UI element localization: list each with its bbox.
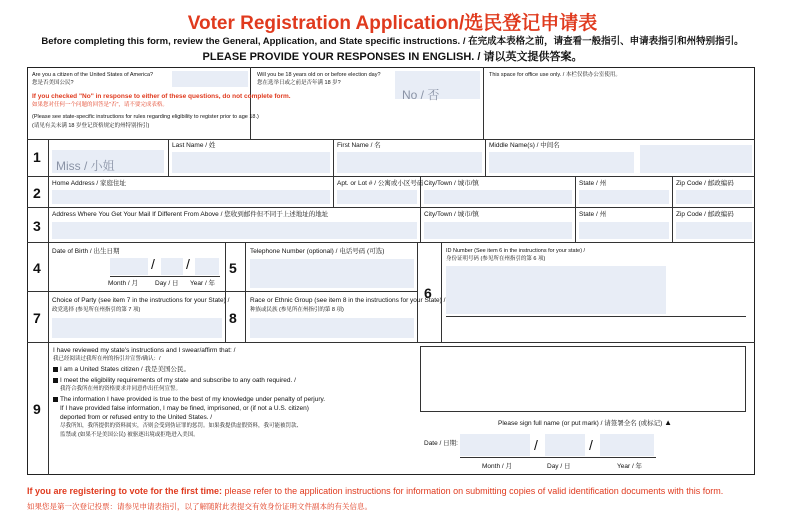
city-label: City/Town / 城市/镇 xyxy=(424,211,479,218)
dob-day-input[interactable] xyxy=(161,258,183,275)
id-number-label-cn: 身份证明号码 (参见所在州指引的第 6 项) xyxy=(446,256,546,262)
col-divider xyxy=(672,176,673,242)
dob-month-label: Month / 月 xyxy=(108,280,138,287)
bullet-icon xyxy=(53,378,58,383)
col-divider xyxy=(225,242,226,342)
party-label-cn: 政党选择 (参见所在州指引的第 7 项) xyxy=(52,307,141,313)
sign-year-label: Year / 年 xyxy=(617,463,643,470)
oath-bullet-truth-cont2: deported from or refused entry to the United States. / xyxy=(60,414,213,421)
col-divider xyxy=(168,139,169,176)
apt-label: Apt. or Lot # / 公寓或小区号码 xyxy=(337,180,424,187)
eligibility-note-cn: (请见有关未满 18 岁登记资格规定的州特别指引) xyxy=(32,123,150,129)
mail-address-input[interactable] xyxy=(52,222,417,239)
oath-bullet-truth-cn2: 监禁或 (如果不是美国公民) 被驱逐出境或拒绝进入美国。 xyxy=(60,432,199,438)
row-divider xyxy=(27,291,417,292)
instructions-line: Before completing this form, review the General, Application, and State specific instructions. / 在完成本表格之前，请查看一般指引、申请表指引和州特别指引。 xyxy=(41,36,744,47)
zip-input[interactable] xyxy=(676,190,752,204)
col-divider xyxy=(333,139,334,176)
oath-bullet-truth-cont: If I have provided false information, I may be fined, imprisoned, or (if not a U.S. citizen) xyxy=(60,405,309,412)
city-input[interactable] xyxy=(424,222,572,239)
eligibility-warning: If you checked "No" in response to either of these questions, do not complete form. xyxy=(32,93,291,100)
middle-name-input[interactable] xyxy=(489,152,634,173)
sign-month-label: Month / 月 xyxy=(482,463,512,470)
first-name-label: First Name / 名 xyxy=(337,142,381,149)
col-divider xyxy=(245,242,246,342)
oath-bullet-citizen: I am a United States citizen / 我是美国公民。 xyxy=(53,366,190,374)
up-arrow-icon: ▲ xyxy=(664,418,673,427)
zip-label: Zip Code / 邮政编码 xyxy=(676,211,734,218)
form-title: Voter Registration Application/选民登记申请表 xyxy=(187,13,598,34)
title-value: Miss / 小姐 xyxy=(56,159,115,173)
row-number: 9 xyxy=(33,401,41,417)
row-number: 3 xyxy=(33,218,41,234)
office-use-label: This space for office use only. / 本栏仅供办公室使用。 xyxy=(489,72,621,78)
date-separator: / xyxy=(589,437,593,453)
id-number-label: ID Number (See item 6 in the instructions for your state) / xyxy=(446,248,586,254)
col-divider xyxy=(483,67,484,139)
state-input[interactable] xyxy=(579,222,669,239)
sign-year-input[interactable] xyxy=(600,434,654,456)
col-divider xyxy=(485,139,486,176)
citizen-question: Are you a citizen of the United States of America? xyxy=(32,72,154,78)
sign-day-input[interactable] xyxy=(545,434,585,456)
phone-input[interactable] xyxy=(250,259,414,288)
oath-intro: I have reviewed my state's instructions and I swear/affirm that: / xyxy=(53,347,236,354)
home-address-label: Home Address / 家庭住址 xyxy=(52,180,127,187)
phone-label: Telephone Number (optional) / 电话号码 (可选) xyxy=(250,248,385,255)
first-time-notice: If you are registering to vote for the first time: please refer to the application instructions for information on submitting copies of valid identification documents with this form. xyxy=(27,486,724,496)
zip-label: Zip Code / 邮政编码 xyxy=(676,180,734,187)
sign-date-underline xyxy=(460,457,656,458)
dob-label: Date of Birth / 出生日期 xyxy=(52,248,120,255)
date-separator: / xyxy=(186,256,190,272)
sign-month-input[interactable] xyxy=(460,434,530,456)
party-input[interactable] xyxy=(52,318,222,338)
bullet-icon xyxy=(53,367,58,372)
row-divider xyxy=(27,139,755,140)
dob-year-input[interactable] xyxy=(195,258,219,275)
race-input[interactable] xyxy=(250,318,414,338)
num-col-divider xyxy=(48,139,49,475)
oath-bullet-truth: The information I have provided is true to the best of my knowledge under penalty of perjury. xyxy=(53,396,325,404)
apt-input[interactable] xyxy=(337,190,417,204)
home-address-input[interactable] xyxy=(52,190,330,204)
race-label-cn: 种族或民族 (参见所在州指引的第 8 项) xyxy=(250,307,344,313)
col-divider xyxy=(333,176,334,207)
bullet-icon xyxy=(53,397,58,402)
oath-bullet-truth-cn: 尽我所知，我所提供的资料属实，否则会受到伪证罪的惩罚。如果我提供虚假资料，我可能被罚款、 xyxy=(60,423,303,429)
mail-address-label: Address Where You Get Your Mail If Different From Above / 您收到邮件但不同于上述地址的地址 xyxy=(52,211,329,218)
id-number-underline xyxy=(446,316,746,317)
first-time-notice-cn: 如果您是第一次登记投票：请参见申请表指引，以了解随附此表提交有效身份证明文件副本的有关信息。 xyxy=(27,502,372,511)
first-name-input[interactable] xyxy=(337,152,482,173)
city-input[interactable] xyxy=(424,190,572,204)
signature-box[interactable] xyxy=(420,346,746,412)
dob-day-label: Day / 日 xyxy=(155,280,179,287)
sign-date-label: Date / 日期: xyxy=(424,440,458,447)
age-question-cn: 您在选举日或之前是否年满 18 岁? xyxy=(257,80,341,86)
last-name-label: Last Name / 姓 xyxy=(172,142,216,149)
row-number: 5 xyxy=(229,260,237,276)
id-number-input[interactable] xyxy=(446,266,666,314)
row-number: 6 xyxy=(424,285,432,301)
race-label: Race or Ethnic Group (see item 8 in the instructions for your State) / xyxy=(250,297,446,304)
zip-input[interactable] xyxy=(676,222,752,239)
row-divider xyxy=(27,207,755,208)
english-line: PLEASE PROVIDE YOUR RESPONSES IN ENGLISH. / 请以英文提供答案。 xyxy=(202,51,583,63)
party-label: Choice of Party (see item 7 in the instructions for your State) / xyxy=(52,297,230,304)
suffix-input[interactable] xyxy=(640,145,752,173)
col-divider xyxy=(441,242,442,342)
eligibility-warning-cn: 如果您对任何一个问题的回答是"否"，请不要完成表格。 xyxy=(32,102,168,108)
state-label: State / 州 xyxy=(579,211,607,218)
sign-day-label: Day / 日 xyxy=(547,463,571,470)
state-input[interactable] xyxy=(579,190,669,204)
date-separator: / xyxy=(151,256,155,272)
row-number: 2 xyxy=(33,185,41,201)
row-divider xyxy=(27,342,755,343)
oath-bullet-eligibility-cn: 我符合我所在州的资格要求并同意作出任何宣誓。 xyxy=(60,386,182,392)
dob-underline xyxy=(110,276,220,277)
col-divider xyxy=(250,67,251,139)
dob-year-label: Year / 年 xyxy=(190,280,216,287)
row-number: 4 xyxy=(33,260,41,276)
col-divider xyxy=(417,242,418,342)
row-divider xyxy=(27,176,755,177)
middle-name-label: Middle Name(s) / 中间名 xyxy=(489,142,560,149)
oath-intro-cn: 我已经阅读过我所在州的指引并宣誓/确认：/ xyxy=(53,356,161,362)
age-question: Will you be 18 years old on or before election day? xyxy=(257,72,381,78)
age-answer-value: No / 否 xyxy=(402,88,440,102)
citizen-answer-field[interactable] xyxy=(172,71,248,87)
state-label: State / 州 xyxy=(579,180,607,187)
last-name-input[interactable] xyxy=(172,152,330,173)
eligibility-note: (Please see state-specific instructions for rules regarding eligibility to register prior to age 18.) xyxy=(32,114,259,120)
signature-label: Please sign full name (or put mark) / 请签署全名 (或标记) ▲ xyxy=(498,418,673,427)
city-label: City/Town / 城市/镇 xyxy=(424,180,479,187)
dob-month-input[interactable] xyxy=(110,258,148,275)
col-divider xyxy=(575,176,576,242)
row-number: 1 xyxy=(33,149,41,165)
row-divider xyxy=(27,242,755,243)
oath-bullet-eligibility: I meet the eligibility requirements of my state and subscribe to any oath required. / xyxy=(53,377,296,385)
citizen-question-cn: 您是否美国公民? xyxy=(32,80,74,86)
date-separator: / xyxy=(534,437,538,453)
row-number: 8 xyxy=(229,310,237,326)
row-number: 7 xyxy=(33,310,41,326)
